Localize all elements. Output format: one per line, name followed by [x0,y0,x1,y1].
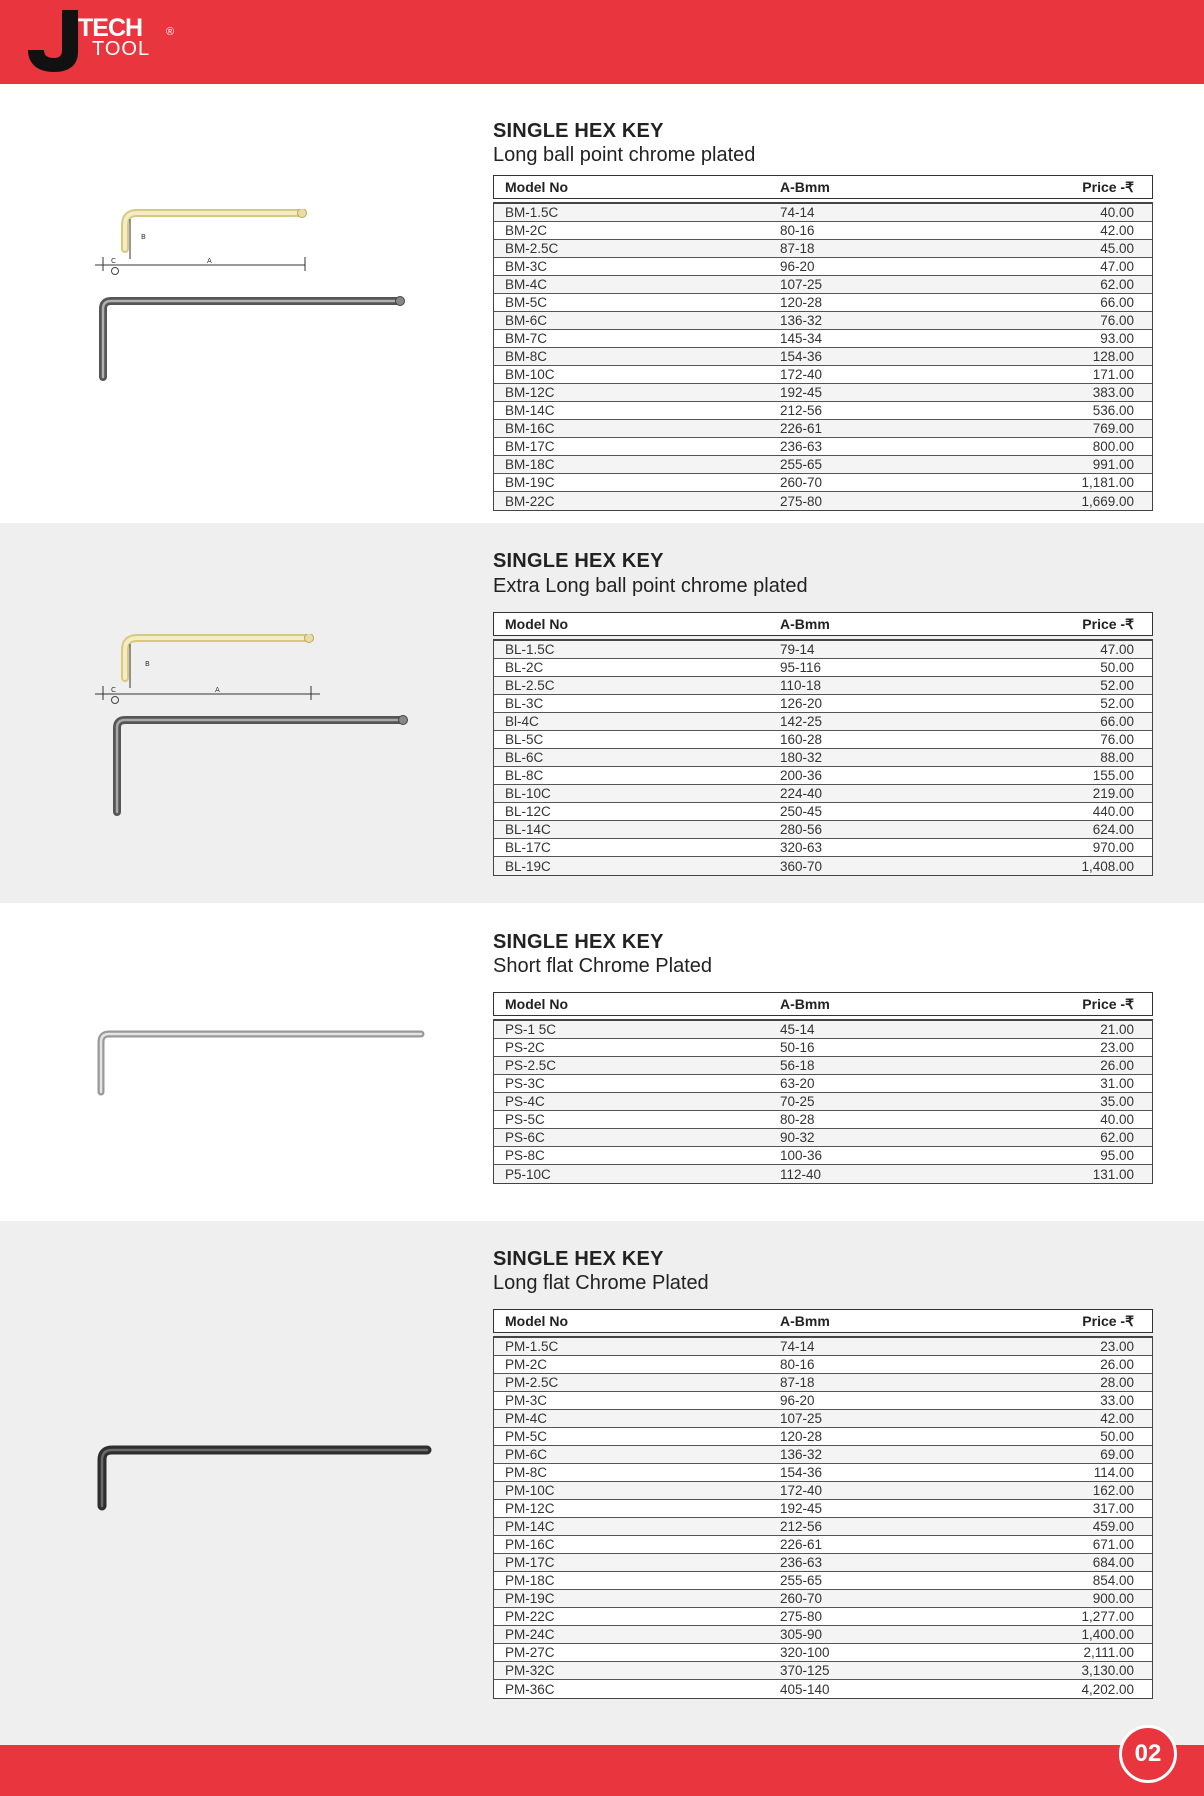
cell-price: 162.00 [1092,1483,1134,1498]
table-row [494,1428,1152,1446]
table-row [494,1021,1152,1039]
cell-dimensions: 80-28 [780,1112,815,1127]
cell-model-no: PS-2.5C [505,1058,557,1073]
cell-dimensions: 136-32 [780,1447,823,1462]
section-extra-long-ball-point [0,523,1204,903]
table-row [494,659,1152,677]
table-row [494,1410,1152,1428]
table-row [494,1500,1152,1518]
table-header [493,612,1153,636]
table-row [494,204,1152,222]
cell-dimensions: 360-70 [780,858,823,874]
cell-price: 4,202.00 [1081,1681,1134,1697]
cell-price: 1,400.00 [1081,1627,1134,1642]
cell-price: 383.00 [1092,385,1134,400]
label-b: B [141,233,146,241]
cell-dimensions: 172-40 [780,1483,823,1498]
header-price: Price -₹ [1082,995,1134,1012]
cell-model-no: PM-8C [505,1465,548,1480]
table-row [494,749,1152,767]
cell-dimensions: 63-20 [780,1076,815,1091]
cell-model-no: PM-2C [505,1357,548,1372]
table-row [494,1626,1152,1644]
table-row [494,492,1152,510]
section-subtitle: Short flat Chrome Plated [493,955,712,977]
price-table [493,992,1153,1184]
cell-model-no: PM-18C [505,1573,555,1588]
cell-price: 769.00 [1092,421,1134,436]
page-number-badge: 02 [1119,1725,1177,1783]
cell-model-no: PM-6C [505,1447,548,1462]
cell-price: 854.00 [1092,1573,1134,1588]
cell-dimensions: 224-40 [780,786,823,801]
cell-model-no: BL-1.5C [505,642,555,657]
table-row [494,1165,1152,1183]
table-row [494,803,1152,821]
header-model-no: Model No [505,616,568,632]
table-row [494,456,1152,474]
header-dimensions: A-Bmm [780,996,830,1012]
cell-price: 684.00 [1092,1555,1134,1570]
table-body [493,202,1153,511]
table-row [494,1039,1152,1057]
header-dimensions: A-Bmm [780,616,830,632]
cell-dimensions: 50-16 [780,1040,815,1055]
table-row [494,695,1152,713]
cell-model-no: Bl-4C [505,714,539,729]
cell-price: 171.00 [1092,367,1134,382]
table-row [494,1518,1152,1536]
table-row [494,330,1152,348]
cell-dimensions: 280-56 [780,822,823,837]
cell-model-no: PM-2.5C [505,1375,559,1390]
label-c: C [111,257,116,265]
table-row [494,402,1152,420]
cell-dimensions: 275-80 [780,1609,823,1624]
cell-dimensions: 305-90 [780,1627,823,1642]
cell-price: 88.00 [1100,750,1134,765]
cell-model-no: BM-1.5C [505,205,559,220]
header-price: Price -₹ [1082,1312,1134,1329]
header-model-no: Model No [505,179,568,195]
table-row [494,222,1152,240]
header-model-no: Model No [505,1313,568,1329]
cell-price: 3,130.00 [1081,1663,1134,1678]
cell-dimensions: 320-63 [780,840,823,855]
section-title: SINGLE HEX KEY [493,550,664,572]
table-row [494,312,1152,330]
table-row [494,258,1152,276]
cell-dimensions: 172-40 [780,367,823,382]
cell-price: 62.00 [1100,277,1134,292]
section-long-ball-point [0,84,1204,523]
price-table [493,1309,1153,1699]
section-subtitle: Long ball point chrome plated [493,144,756,166]
cell-dimensions: 250-45 [780,804,823,819]
cell-price: 52.00 [1100,696,1134,711]
table-row [494,1338,1152,1356]
cell-dimensions: 87-18 [780,241,815,256]
cell-dimensions: 236-63 [780,439,823,454]
table-body [493,1019,1153,1184]
cell-dimensions: 142-25 [780,714,823,729]
cell-price: 35.00 [1100,1094,1134,1109]
cell-price: 31.00 [1100,1076,1134,1091]
cell-model-no: BL-14C [505,822,551,837]
logo-text-tech: TECH [78,14,143,42]
cell-price: 26.00 [1100,1357,1134,1372]
cell-price: 1,277.00 [1081,1609,1134,1624]
label-a: A [215,686,220,694]
cell-dimensions: 107-25 [780,1411,823,1426]
cell-model-no: PM-12C [505,1501,555,1516]
cell-dimensions: 74-14 [780,1339,815,1354]
price-table [493,612,1153,876]
cell-dimensions: 260-70 [780,475,823,490]
table-row [494,1111,1152,1129]
table-row [494,1356,1152,1374]
hex-key-ball-point-diagram [95,209,415,384]
cell-price: 970.00 [1092,840,1134,855]
logo-registered-mark: ® [166,26,175,38]
cell-dimensions: 154-36 [780,1465,823,1480]
cell-dimensions: 212-56 [780,1519,823,1534]
cell-dimensions: 200-36 [780,768,823,783]
cell-model-no: BL-2C [505,660,544,675]
cell-price: 69.00 [1100,1447,1134,1462]
table-row [494,857,1152,875]
table-row [494,1644,1152,1662]
table-row [494,1075,1152,1093]
table-row [494,785,1152,803]
cell-price: 800.00 [1092,439,1134,454]
cell-model-no: BM-2.5C [505,241,559,256]
cell-dimensions: 192-45 [780,385,823,400]
cell-model-no: BM-7C [505,331,548,346]
table-row [494,821,1152,839]
cell-dimensions: 112-40 [780,1166,822,1182]
cell-model-no: BM-4C [505,277,548,292]
cell-dimensions: 80-16 [780,223,815,238]
cell-dimensions: 226-61 [780,1537,823,1552]
table-row [494,366,1152,384]
table-row [494,677,1152,695]
cell-dimensions: 120-28 [780,295,823,310]
table-header [493,1309,1153,1333]
brand-logo [26,8,186,78]
label-b: B [145,660,150,668]
footer-bar [0,1745,1204,1796]
cell-price: 95.00 [1100,1148,1134,1163]
cell-model-no: PM-5C [505,1429,548,1444]
cell-model-no: PM-32C [505,1663,555,1678]
cell-dimensions: 74-14 [780,205,815,220]
cell-dimensions: 320-100 [780,1645,830,1660]
cell-price: 33.00 [1100,1393,1134,1408]
cell-dimensions: 96-20 [780,1393,815,1408]
cell-model-no: BM-10C [505,367,555,382]
cell-price: 440.00 [1092,804,1134,819]
cell-dimensions: 275-80 [780,493,823,509]
cell-price: 26.00 [1100,1058,1134,1073]
cell-dimensions: 100-36 [780,1148,823,1163]
table-row [494,713,1152,731]
cell-model-no: PS-5C [505,1112,545,1127]
table-row [494,1554,1152,1572]
cell-dimensions: 255-65 [780,457,823,472]
table-row [494,276,1152,294]
cell-price: 47.00 [1100,642,1134,657]
cell-price: 536.00 [1092,403,1134,418]
table-row [494,1147,1152,1165]
cell-model-no: BL-12C [505,804,551,819]
table-row [494,1057,1152,1075]
cell-model-no: PM-4C [505,1411,548,1426]
cell-price: 1,408.00 [1081,858,1134,874]
cell-model-no: PM-1.5C [505,1339,559,1354]
cell-price: 52.00 [1100,678,1134,693]
cell-dimensions: 370-125 [780,1663,830,1678]
cell-price: 40.00 [1100,1112,1134,1127]
cell-price: 23.00 [1100,1339,1134,1354]
cell-model-no: PM-19C [505,1591,555,1606]
section-subtitle: Extra Long ball point chrome plated [493,575,808,597]
cell-price: 28.00 [1100,1375,1134,1390]
cell-dimensions: 154-36 [780,349,823,364]
section-short-flat [0,903,1204,1221]
cell-dimensions: 126-20 [780,696,823,711]
cell-model-no: PM-22C [505,1609,555,1624]
table-row [494,1590,1152,1608]
cell-price: 624.00 [1092,822,1134,837]
cell-dimensions: 226-61 [780,421,823,436]
cell-dimensions: 120-28 [780,1429,823,1444]
table-row [494,1680,1152,1698]
cell-price: 76.00 [1100,313,1134,328]
cell-price: 114.00 [1093,1465,1134,1480]
cell-model-no: BL-17C [505,840,551,855]
section-title: SINGLE HEX KEY [493,120,664,142]
cell-price: 128.00 [1092,349,1134,364]
table-row [494,1446,1152,1464]
cell-model-no: BL-5C [505,732,544,747]
table-row [494,438,1152,456]
cell-model-no: PM-17C [505,1555,555,1570]
table-row [494,1482,1152,1500]
cell-dimensions: 236-63 [780,1555,823,1570]
cell-model-no: PS-2C [505,1040,545,1055]
cell-model-no: BM-17C [505,439,555,454]
cell-model-no: BL-6C [505,750,544,765]
cell-dimensions: 160-28 [780,732,823,747]
cell-dimensions: 255-65 [780,1573,823,1588]
cell-model-no: BM-5C [505,295,548,310]
cell-dimensions: 110-18 [780,678,822,693]
label-a: A [207,257,212,265]
section-title: SINGLE HEX KEY [493,931,664,953]
table-body [493,1336,1153,1699]
cell-price: 66.00 [1100,295,1134,310]
cell-price: 991.00 [1092,457,1134,472]
cell-dimensions: 45-14 [780,1022,815,1037]
cell-price: 219.00 [1092,786,1134,801]
table-row [494,1536,1152,1554]
hex-key-long-flat-image [95,1442,435,1512]
cell-dimensions: 80-16 [780,1357,815,1372]
cell-model-no: PM-36C [505,1681,555,1697]
cell-model-no: BM-18C [505,457,555,472]
cell-price: 47.00 [1100,259,1134,274]
cell-model-no: PS-6C [505,1130,545,1145]
cell-dimensions: 70-25 [780,1094,815,1109]
cell-model-no: PM-14C [505,1519,555,1534]
cell-price: 317.00 [1092,1501,1134,1516]
cell-model-no: PS-4C [505,1094,545,1109]
cell-model-no: BM-2C [505,223,548,238]
table-row [494,240,1152,258]
cell-model-no: BL-8C [505,768,544,783]
cell-price: 50.00 [1100,660,1134,675]
cell-price: 23.00 [1100,1040,1134,1055]
cell-price: 40.00 [1100,205,1134,220]
table-row [494,1392,1152,1410]
cell-model-no: PS-8C [505,1148,545,1163]
cell-model-no: BL-2.5C [505,678,555,693]
cell-price: 50.00 [1100,1429,1134,1444]
table-row [494,839,1152,857]
table-header [493,992,1153,1016]
header-price: Price -₹ [1082,178,1134,195]
cell-model-no: BM-14C [505,403,555,418]
table-row [494,420,1152,438]
table-row [494,1464,1152,1482]
cell-model-no: BL-19C [505,858,551,874]
header-model-no: Model No [505,996,568,1012]
cell-model-no: PM-10C [505,1483,555,1498]
cell-dimensions: 136-32 [780,313,823,328]
cell-price: 93.00 [1100,331,1134,346]
cell-dimensions: 260-70 [780,1591,823,1606]
section-long-flat [0,1221,1204,1745]
cell-model-no: BM-12C [505,385,555,400]
table-row [494,348,1152,366]
table-row [494,767,1152,785]
cell-price: 671.00 [1092,1537,1134,1552]
header-price: Price -₹ [1082,615,1134,632]
cell-model-no: BM-8C [505,349,548,364]
table-header [493,175,1153,199]
logo-j-mark [26,8,86,74]
table-row [494,1662,1152,1680]
cell-dimensions: 145-34 [780,331,823,346]
header-dimensions: A-Bmm [780,179,830,195]
cell-price: 62.00 [1100,1130,1134,1145]
cell-price: 155.00 [1092,768,1134,783]
cell-model-no: PM-27C [505,1645,555,1660]
header-dimensions: A-Bmm [780,1313,830,1329]
table-row [494,474,1152,492]
table-row [494,384,1152,402]
cell-model-no: P5-10C [505,1166,551,1182]
table-row [494,1572,1152,1590]
cell-model-no: PM-16C [505,1537,555,1552]
cell-dimensions: 56-18 [780,1058,815,1073]
cell-model-no: BM-19C [505,475,555,490]
hex-key-extra-long-diagram [95,634,415,819]
cell-price: 45.00 [1100,241,1134,256]
cell-price: 459.00 [1092,1519,1134,1534]
cell-dimensions: 107-25 [780,277,823,292]
label-c: C [111,686,116,694]
cell-model-no: PM-24C [505,1627,555,1642]
table-row [494,641,1152,659]
section-subtitle: Long flat Chrome Plated [493,1272,709,1294]
cell-model-no: PM-3C [505,1393,548,1408]
hex-key-short-flat-image [95,1028,430,1098]
cell-dimensions: 96-20 [780,259,815,274]
table-row [494,1093,1152,1111]
logo-text-tool: TOOL [92,38,151,60]
table-row [494,1608,1152,1626]
cell-price: 1,669.00 [1081,493,1134,509]
cell-dimensions: 212-56 [780,403,823,418]
cell-model-no: BM-3C [505,259,548,274]
table-body [493,639,1153,876]
table-row [494,1374,1152,1392]
cell-price: 42.00 [1100,1411,1134,1426]
table-row [494,1129,1152,1147]
table-row [494,294,1152,312]
cell-model-no: PS-1 5C [505,1022,557,1037]
cell-price: 2,111.00 [1083,1645,1134,1660]
cell-dimensions: 87-18 [780,1375,815,1390]
cell-dimensions: 95-116 [780,660,822,675]
cell-model-no: BM-16C [505,421,555,436]
price-table [493,175,1153,511]
cell-dimensions: 192-45 [780,1501,823,1516]
cell-dimensions: 90-32 [780,1130,815,1145]
cell-model-no: BL-3C [505,696,544,711]
cell-model-no: BM-6C [505,313,548,328]
section-title: SINGLE HEX KEY [493,1248,664,1270]
table-row [494,731,1152,749]
cell-price: 76.00 [1100,732,1134,747]
cell-model-no: PS-3C [505,1076,545,1091]
cell-dimensions: 79-14 [780,642,815,657]
cell-price: 66.00 [1100,714,1134,729]
cell-dimensions: 180-32 [780,750,823,765]
cell-price: 131.00 [1092,1166,1134,1182]
cell-price: 42.00 [1100,223,1134,238]
cell-price: 900.00 [1092,1591,1134,1606]
cell-model-no: BL-10C [505,786,551,801]
cell-price: 21.00 [1100,1022,1134,1037]
cell-price: 1,181.00 [1081,475,1134,490]
cell-model-no: BM-22C [505,493,555,509]
cell-dimensions: 405-140 [780,1681,830,1697]
